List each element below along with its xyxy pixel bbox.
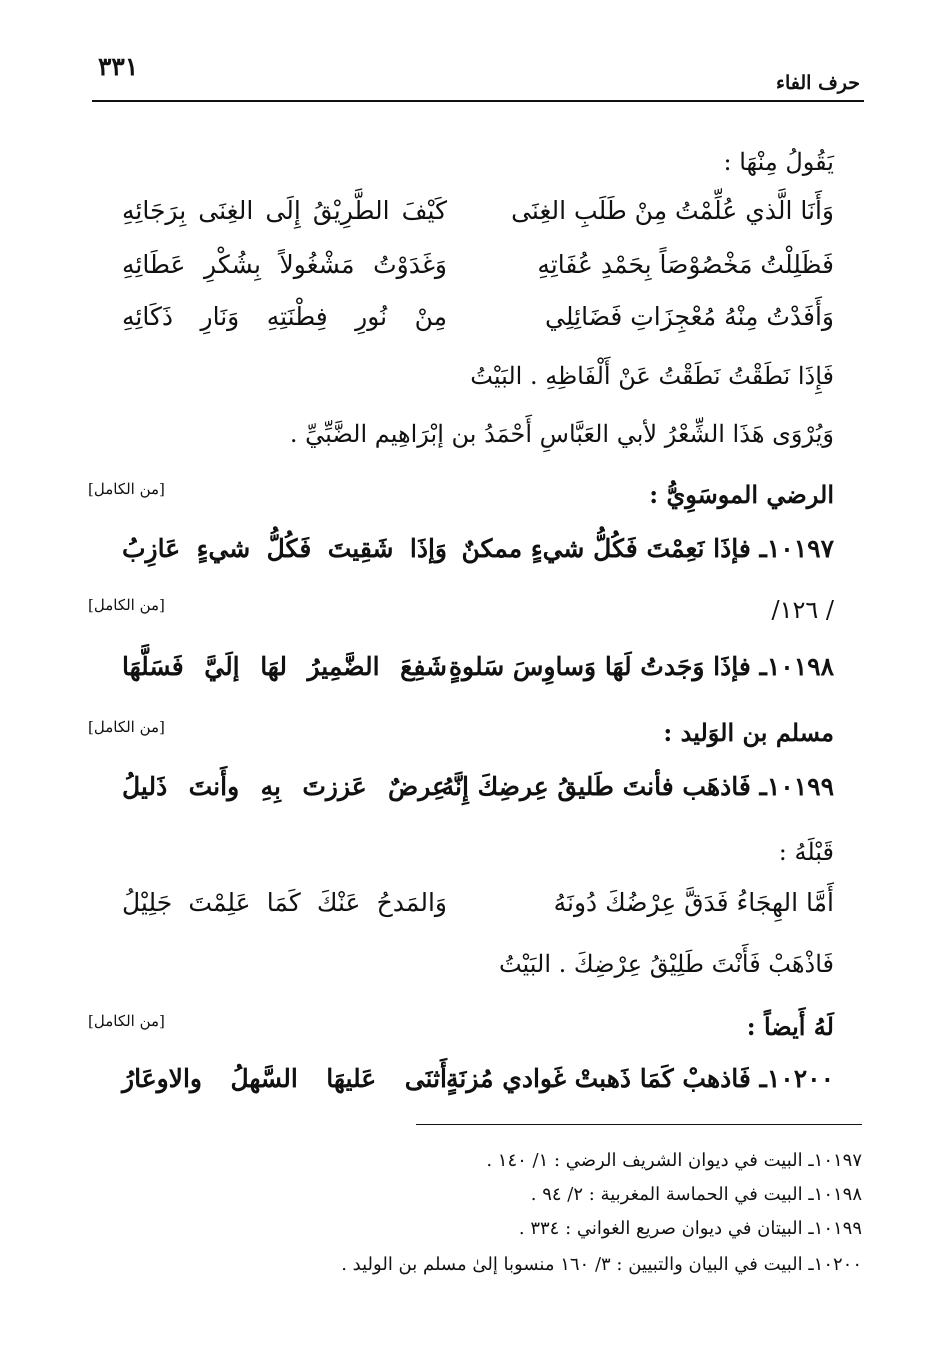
verse-left-hemistich: شَفِعَ الضَّمِيرُ لهَا إلَيَّ فَسَلَّهَا [122, 652, 447, 681]
poet-heading: الرضي الموسَوِيُّ : [649, 480, 834, 509]
attribution-text: وَيُرْوَى هَذَا الشِّعْرُ لأبي العَبَّاسِ أَحْمَدُ بن إبْرَاهِيم الضَّبِّيِّ . [289, 420, 834, 448]
meter-label: [من الكامل] [88, 480, 165, 498]
verse-right-hemistich: أَمَّا الهِجَاءُ فَدَقَّ عِرْضُكَ دُونَهُ [553, 888, 834, 917]
verse-right-hemistich: ١٠١٩٨ـ فإذَا وَجَدتُ لَهَا وَساوِسَ سَلوةٍ [448, 652, 834, 681]
meter-label: [من الكامل] [88, 1012, 165, 1030]
verse-right-hemistich: فَظَلِلْتُ مَخْصُوْصَاً بِحَمْدِ عُفَاتِهِ [537, 250, 834, 279]
verse-right-hemistich: وَأَنَا الَّذي عُلِّمْتُ مِنْ طَلَبِ الغِنَى [511, 196, 834, 225]
meter-label: [من الكامل] [88, 596, 165, 614]
verse-left-hemistich: أَثنَى عَليهَا السَّهلُ والاوعَارُ [122, 1064, 447, 1093]
running-header-title: حرف الفاء [776, 72, 860, 94]
poet-heading: لَهُ أَيضاً : [746, 1012, 834, 1041]
footnote: ١٠١٩٨ـ البيت في الحماسة المغربية : ٢/ ٩٤ . [530, 1184, 862, 1205]
verse-right-hemistich: ١٠١٩٧ـ فإذَا نَعِمْتَ فَكُلُّ شيءٍ ممكنٌ [461, 534, 834, 563]
verse-reference: / ١٢٦/ [771, 596, 834, 624]
meter-label: [من الكامل] [88, 718, 165, 736]
verse-left-hemistich: كَيْفَ الطَّرِيْقُ إِلَى الغِنَى بِرَجَائِهِ [122, 196, 447, 225]
verse-right-hemistich: ١٠٢٠٠ـ فَاذهبْ كَمَا ذَهبتْ غَوادي مُزنَةٍ [446, 1064, 834, 1093]
header-divider [92, 100, 864, 102]
page-number: ٣٣١ [98, 52, 139, 81]
verse-right-hemistich: وَأَفَدْتُ مِنْهُ مُعْجِزَاتِ فَضَائِلِي [545, 302, 834, 331]
verse-right-hemistich: ١٠١٩٩ـ فَاذهَب فأنتَ طَليقُ عِرضِكَ إِنَّهُ [441, 772, 834, 801]
footnote: ١٠١٩٧ـ البيت في ديوان الشريف الرضي : ١/ ١٤٠ . [486, 1150, 862, 1171]
verse-left-hemistich: وَالمَدحُ عَنْكَ كَمَا عَلِمْتَ جَلِيْلُ [122, 888, 447, 917]
verse-left-hemistich: عِرضٌ عَززتَ بِهِ وأَنتَ ذَليلُ [122, 772, 447, 801]
footnote: ١٠٢٠٠ـ البيت في البيان والتبيين : ٣/ ١٦٠ منسوبا إلىٰ مسلم بن الوليد . [341, 1254, 862, 1275]
poet-heading: مسلم بن الوَليد : [663, 718, 834, 747]
quoted-line: فَإِذَا نَطَقْتُ نَطَقْتُ عَنْ أَلْفَاظِهِ . البَيْتُ [470, 362, 834, 390]
verse-left-hemistich: وَإذَا شَقِيتَ فَكُلُّ شيءٍ عَازِبُ [122, 534, 447, 563]
footnote-divider [416, 1124, 862, 1125]
intro-text: يَقُولُ مِنْهَا : [723, 148, 834, 176]
footnote: ١٠١٩٩ـ البيتان في ديوان صريع الغواني : ٣٣٤ . [518, 1218, 862, 1239]
verse-left-hemistich: مِنْ نُورِ فِطْنَتِهِ وَنَارِ ذَكَائِهِ [122, 302, 447, 331]
verse-left-hemistich: وَغَدَوْتُ مَشْغُولاً بِشُكْرِ عَطَائِهِ [122, 250, 447, 279]
quoted-line: فَاذْهَبْ فَأَنْتَ طَلِيْقُ عِرْضِكَ . البَيْتُ [498, 950, 834, 978]
intro-text: قَبْلَهُ : [778, 838, 834, 866]
